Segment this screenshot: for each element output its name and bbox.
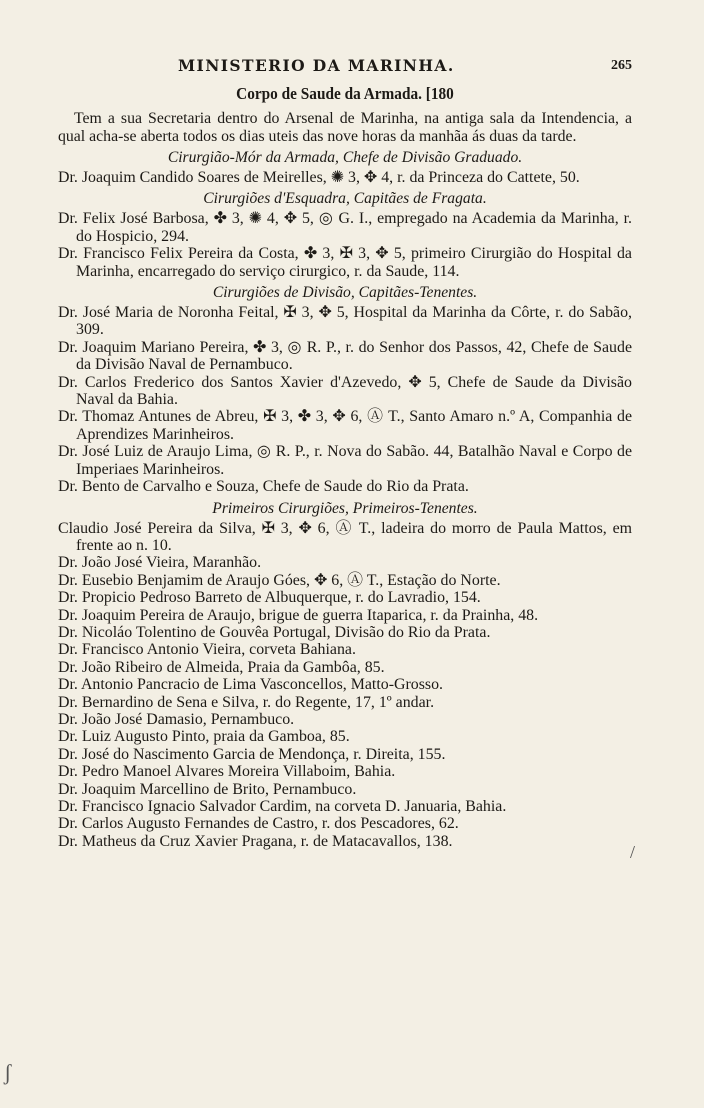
officer-entry: Dr. Thomaz Antunes de Abreu, ✠ 3, ✤ 3, ✥ 6, Ⓐ T., Santo Amaro n.º A, Companhia de Aprendizes Marinheiros.	[58, 408, 632, 443]
officer-entry: Dr. Joaquim Marcellino de Brito, Pernambuco.	[58, 780, 357, 798]
officer-entry: Dr. Joaquim Candido Soares de Meirelles, ✺ 3, ✥ 4, r. da Princeza do Cattete, 50.	[58, 169, 580, 186]
officer-entry: Dr. Antonio Pancracio de Lima Vasconcellos, Matto-Grosso.	[58, 676, 443, 694]
officer-entry: Dr. José Maria de Noronha Feital, ✠ 3, ✥ 5, Hospital da Marinha da Côrte, r. do Sabão, 309.	[58, 304, 632, 339]
officer-entry: Dr. Joaquim Pereira de Araujo, brigue de guerra Itaparica, r. da Prainha, 48.	[58, 606, 539, 624]
officer-entry: Dr. Francisco Ignacio Salvador Cardim, na corveta D. Januaria, Bahia.	[58, 798, 507, 815]
ministry-title: MINISTERIO DA MARINHA.	[178, 56, 455, 75]
officer-entry: Dr. Propicio Pedroso Barreto de Albuquerque, r. do Lavradio, 154.	[58, 589, 481, 607]
officer-entry: Dr. Carlos Augusto Fernandes de Castro, r. dos Pescadores, 62.	[58, 815, 459, 833]
officer-entry: Dr. João José Damasio, Pernambuco.	[58, 710, 295, 728]
officer-entry: Dr. João José Vieira, Maranhão.	[58, 554, 262, 572]
edge-stroke: ʃ	[4, 1060, 12, 1085]
section-heading: Cirurgião-Mór da Armada, Chefe de Divisão Graduado.	[167, 149, 523, 166]
officer-entry: Dr. Joaquim Mariano Pereira, ✤ 3, ◎ R. P., r. do Senhor dos Passos, 42, Chefe de Saude da Divisão Naval de Pernambuco.	[58, 338, 632, 374]
officer-entry: Dr. Bernardino de Sena e Silva, r. do Regente, 17, 1º andar.	[58, 693, 435, 711]
intro-paragraph: Tem a sua Secretaria dentro do Arsenal de Marinha, na antiga sala da Intendencia, a qual acha-se aberta todos os dias uteis das nove horas da manhãa ás duas da tarde.	[58, 110, 632, 145]
page-header	[58, 52, 632, 78]
officer-entry: Dr. Matheus da Cruz Xavier Pragana, r. de Matacavallos, 138.	[58, 832, 453, 850]
page-number: 265	[611, 58, 632, 73]
officer-entry: Dr. Nicoláo Tolentino de Gouvêa Portugal, Divisão do Rio da Prata.	[58, 623, 491, 641]
officer-entry: Dr. Felix José Barbosa, ✤ 3, ✺ 4, ✥ 5, ◎ G. I., empregado na Academia da Marinha, r. do Hospicio, 294.	[58, 210, 632, 245]
officer-entry: Dr. Bento de Carvalho e Souza, Chefe de Saude do Rio da Prata.	[58, 478, 469, 496]
officer-entry: Dr. Francisco Antonio Vieira, corveta Bahiana.	[58, 641, 356, 659]
corps-subtitle: Corpo de Saude da Armada. [180	[236, 84, 454, 103]
officer-entry: Dr. José do Nascimento Garcia de Mendonça, r. Direita, 155.	[58, 745, 446, 763]
officer-entry: Claudio José Pereira da Silva, ✠ 3, ✥ 6, Ⓐ T., ladeira do morro de Paula Mattos, em frente ao n. 10.	[58, 519, 632, 554]
section-heading: Cirurgiões d'Esquadra, Capitães de Fragata.	[203, 190, 487, 208]
officer-entry: Dr. Eusebio Benjamim de Araujo Góes, ✥ 6, Ⓐ T., Estação do Norte.	[58, 571, 501, 589]
section-heading: Cirurgiões de Divisão, Capitães-Tenentes.	[212, 284, 478, 302]
sections-container	[58, 149, 632, 850]
officer-entry: Dr. Francisco Felix Pereira da Costa, ✤ 3, ✠ 3, ✥ 5, primeiro Cirurgião do Hospital da Marinha, encarregado do serviço cirurgico, r. da Saude, 114.	[58, 245, 632, 280]
officer-entry: Dr. Carlos Frederico dos Santos Xavier d'Azevedo, ✥ 5, Chefe de Saude da Divisão Naval da Bahia.	[58, 373, 632, 409]
margin-stroke: /	[630, 842, 636, 862]
officer-entry: Dr. José Luiz de Araujo Lima, ◎ R. P., r. Nova do Sabão. 44, Batalhão Naval e Corpo de Imperiaes Marinheiros.	[58, 443, 632, 478]
officer-entry: Dr. João Ribeiro de Almeida, Praia da Gambôa, 85.	[58, 658, 385, 676]
section-heading: Primeiros Cirurgiões, Primeiros-Tenentes.	[212, 499, 478, 517]
officer-entry: Dr. Pedro Manoel Alvares Moreira Villaboim, Bahia.	[58, 763, 396, 781]
officer-entry: Dr. Luiz Augusto Pinto, praia da Gamboa, 85.	[58, 728, 350, 746]
document-page	[58, 52, 632, 850]
